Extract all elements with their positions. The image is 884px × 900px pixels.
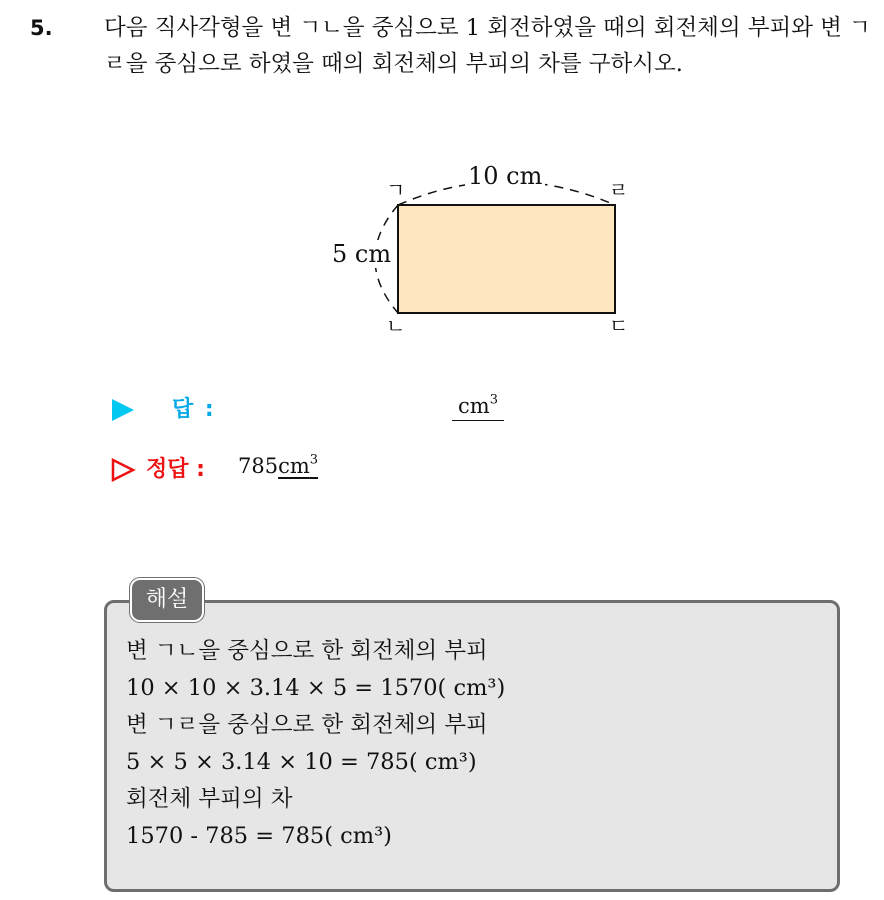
rectangle-figure [320,160,650,340]
correct-value: 785 [238,454,279,478]
answer-unit-exponent: 3 [489,392,498,408]
solution-line: 회전체 부피의 차 [126,786,293,812]
question-number: 5. [30,16,53,40]
rectangle-shape [398,205,615,313]
correct-unit-wrap [278,454,318,478]
correct-answer-value [238,452,318,480]
vertex-top-left: ㄱ [386,178,406,202]
vertex-bottom-right: ㄷ [609,314,629,338]
solution-line: 변 ㄱㄴ을 중심으로 한 회전체의 부피 [126,638,488,664]
solution-line: 10 × 10 × 3.14 × 5 = 1570( cm³) [126,675,506,701]
vertex-bottom-left: ㄴ [386,314,406,338]
play-triangle-icon [110,398,136,422]
answer-unit: cm [458,394,490,418]
width-label: 10 cm [465,162,545,190]
answer-label: 답 : [172,397,216,422]
answer-input[interactable] [452,392,504,421]
solution-line: 1570 - 785 = 785( cm³) [126,823,392,849]
solution-line: 변 ㄱㄹ을 중심으로 한 회전체의 부피 [126,712,488,738]
vertex-top-right: ㄹ [609,178,629,202]
correct-unit: cm [278,454,310,478]
height-label: 5 cm [332,240,392,268]
correct-answer-row [110,452,530,486]
question-text: 다음 직사각형을 변 ㄱㄴ을 중심으로 1 회전하였을 때의 회전체의 부피와 변 ㄱㄹ을 중심으로 하였을 때의 회전체의 부피의 차를 구하시오. [104,15,871,77]
outline-triangle-icon [110,458,136,482]
solution-line: 5 × 5 × 3.14 × 10 = 785( cm³) [126,749,477,775]
correct-unit-exponent: 3 [309,452,319,468]
solution-tab: 해설 [130,578,204,622]
answer-row [110,392,530,426]
correct-answer-label: 정답 : [146,457,205,482]
solution-lines [126,633,826,855]
